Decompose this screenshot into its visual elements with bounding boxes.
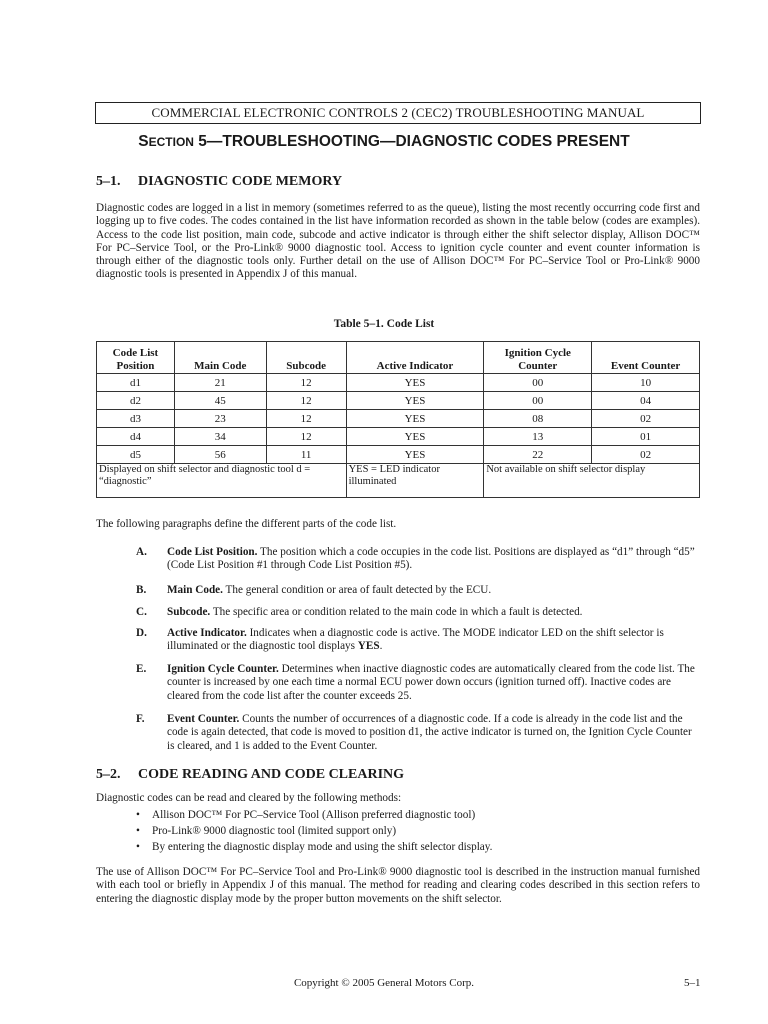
- definitions-intro: The following paragraphs define the different parts of the code list.: [96, 518, 397, 530]
- copyright: Copyright © 2005 General Motors Corp.: [293, 977, 475, 989]
- table-cell: 23: [174, 410, 266, 428]
- table-cell: 56: [174, 446, 266, 464]
- note-display: Displayed on shift selector and diagnostic tool d = “diagnostic”: [97, 464, 347, 498]
- manual-title: COMMERCIAL ELECTRONIC CONTROLS 2 (CEC2) TROUBLESHOOTING MANUAL: [151, 105, 645, 120]
- table-caption: Table 5–1. Code List: [333, 318, 435, 330]
- list-item: F. Event Counter. Counts the number of occurrences of a diagnostic code. If a code is already in the code list and the code is again detected, that code is moved to position d1, the active indicator is turned on, the Ignition Cycle Counter is cleared, and 1 is added to the Event Counter.: [136, 713, 692, 752]
- table-cell: d2: [97, 392, 175, 410]
- table-cell: 01: [592, 428, 700, 446]
- table-row: [97, 374, 700, 392]
- section-title: SECTION 5—TROUBLESHOOTING—DIAGNOSTIC CODES PRESENT: [138, 133, 630, 150]
- heading-5-1: 5–1. DIAGNOSTIC CODE MEMORY: [96, 174, 343, 189]
- table-notes-row: [97, 464, 700, 498]
- table-cell: d1: [97, 374, 175, 392]
- column-header: Event Counter: [592, 342, 700, 374]
- column-header: Main Code: [174, 342, 266, 374]
- table-cell: 11: [266, 446, 346, 464]
- table-cell: d5: [97, 446, 175, 464]
- table-cell: 00: [484, 374, 592, 392]
- table-row: [97, 392, 700, 410]
- list-item: D. Active Indicator. Indicates when a diagnostic code is active. The MODE indicator LED on the shift selector is illuminated or the diagnostic tool displays YES.: [136, 627, 664, 653]
- list-item: B. Main Code. The general condition or area of fault detected by the ECU.: [136, 584, 492, 596]
- list-item: E. Ignition Cycle Counter. Determines when inactive diagnostic codes are automatically cleared from the code list. The counter is increased by one each time a normal ECU power down occurs (ignition turned off). Inactive codes are cleared from the code list after the counter exceeds 25.: [136, 663, 695, 702]
- page-number: 5–1: [684, 977, 701, 989]
- table-cell: 13: [484, 428, 592, 446]
- table-row: [97, 446, 700, 464]
- table-cell: 12: [266, 428, 346, 446]
- note-not-available: Not available on shift selector display: [484, 464, 700, 498]
- table-cell: 02: [592, 410, 700, 428]
- table-cell: 10: [592, 374, 700, 392]
- table-cell: YES: [346, 446, 484, 464]
- table-cell: 12: [266, 410, 346, 428]
- table-cell: 02: [592, 446, 700, 464]
- code-list-table: [96, 341, 700, 498]
- table-cell: YES: [346, 392, 484, 410]
- table-cell: 12: [266, 392, 346, 410]
- table-cell: 04: [592, 392, 700, 410]
- list-item: A. Code List Position. The position which a code occupies in the code list. Positions are displayed as “d1” through “d5” (Code List Position #1 through Code List Position #5).: [136, 546, 695, 572]
- table-cell: 22: [484, 446, 592, 464]
- table-cell: 12: [266, 374, 346, 392]
- table-row: [97, 410, 700, 428]
- column-header: Ignition Cycle Counter: [484, 342, 592, 374]
- paragraph-code-memory: Diagnostic codes are logged in a list in memory (sometimes referred to as the queue), listing the most recently occurring code first and logging up to five codes. The codes contained in the list have information recorded as shown in the table below (codes are examples). Access to the code list position, main code, subcode and active indicator is through either the shift selector display, Allison DOC™ For PC–Service Tool, or the Pro-Link® 9000 diagnostic tool. Access to ignition cycle counter and event counter information is through either of the diagnostic tools only. Further detail on the use of Allison DOC™ For PC–Service Tool or Pro-Link® 9000 diagnostic tools is presented in Appendix J of this manual.: [96, 202, 700, 281]
- heading-5-2: 5–2. CODE READING AND CODE CLEARING: [96, 767, 405, 782]
- note-led: YES = LED indicator illuminated: [346, 464, 484, 498]
- manual-title-box: [95, 102, 701, 124]
- table-cell: 34: [174, 428, 266, 446]
- paragraph-methods-closing: The use of Allison DOC™ For PC–Service Tool and Pro-Link® 9000 diagnostic tool is described in the instruction manual furnished with each tool or briefly in Appendix J of this manual. The method for reading and clearing codes described in this section refers to entering the diagnostic display mode by the proper button movements on the shift selector.: [96, 866, 700, 905]
- column-header: Subcode: [266, 342, 346, 374]
- table-cell: YES: [346, 410, 484, 428]
- table-cell: YES: [346, 374, 484, 392]
- table-cell: 08: [484, 410, 592, 428]
- table-cell: d4: [97, 428, 175, 446]
- column-header: Active Indicator: [346, 342, 484, 374]
- methods-list: [136, 807, 492, 855]
- list-item: • By entering the diagnostic display mode and using the shift selector display.: [136, 839, 492, 855]
- list-item: • Allison DOC™ For PC–Service Tool (Allison preferred diagnostic tool): [136, 807, 492, 823]
- paragraph-methods-intro: Diagnostic codes can be read and cleared by the following methods:: [96, 792, 402, 804]
- table-cell: 45: [174, 392, 266, 410]
- table-cell: YES: [346, 428, 484, 446]
- table-cell: d3: [97, 410, 175, 428]
- table-cell: 21: [174, 374, 266, 392]
- list-item: • Pro-Link® 9000 diagnostic tool (limited support only): [136, 823, 492, 839]
- list-item: C. Subcode. The specific area or condition related to the main code in which a fault is detected.: [136, 606, 583, 618]
- table-header-row: [97, 342, 700, 374]
- table-row: [97, 428, 700, 446]
- column-header: Code List Position: [97, 342, 175, 374]
- table-cell: 00: [484, 392, 592, 410]
